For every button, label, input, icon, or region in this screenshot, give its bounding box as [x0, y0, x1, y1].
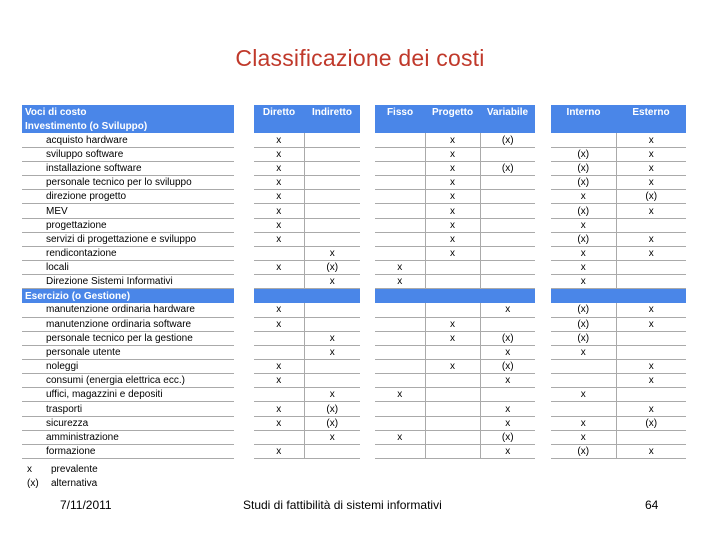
cost-flag-cell: x	[425, 204, 480, 218]
cost-flag-cell: x	[551, 246, 616, 260]
cost-flag-cell: x	[616, 176, 686, 190]
cost-flag-cell: x	[254, 416, 304, 430]
legend-symbol: x	[27, 464, 32, 475]
cost-flag-cell: x	[425, 190, 480, 204]
cost-flag-cell: x	[425, 218, 480, 232]
cost-flag-cell	[304, 303, 360, 317]
cost-flag-cell: x	[425, 176, 480, 190]
cost-flag-cell	[480, 176, 535, 190]
page-number: 64	[645, 498, 659, 512]
cost-flag-cell: x	[480, 444, 535, 458]
cost-flag-cell	[480, 218, 535, 232]
section-row	[22, 119, 686, 133]
table-row	[22, 444, 686, 458]
cost-item-label: personale utente	[22, 345, 234, 359]
cost-flag-cell	[480, 388, 535, 402]
cost-item-label: servizi di progettazione e sviluppo	[22, 232, 234, 246]
cost-flag-cell	[304, 162, 360, 176]
table-row	[22, 317, 686, 331]
table-row	[22, 331, 686, 345]
cost-flag-cell	[480, 232, 535, 246]
cost-flag-cell: (x)	[616, 416, 686, 430]
cost-flag-cell: x	[304, 275, 360, 289]
cost-flag-cell: (x)	[551, 444, 616, 458]
cost-flag-cell	[375, 374, 425, 388]
cost-flag-cell	[375, 345, 425, 359]
cost-flag-cell	[425, 275, 480, 289]
cost-flag-cell	[425, 261, 480, 275]
cost-flag-cell: x	[254, 317, 304, 331]
cost-flag-cell: x	[480, 374, 535, 388]
cost-flag-cell: (x)	[551, 147, 616, 161]
cost-flag-cell: (x)	[551, 162, 616, 176]
cost-flag-cell: x	[616, 374, 686, 388]
header-variabile: Variabile	[480, 105, 535, 119]
cost-flag-cell: x	[480, 345, 535, 359]
cost-flag-cell: x	[616, 317, 686, 331]
cost-flag-cell: x	[616, 246, 686, 260]
cost-item-label: trasporti	[22, 402, 234, 416]
cost-flag-cell	[304, 374, 360, 388]
cost-flag-cell	[425, 303, 480, 317]
cost-flag-cell	[304, 176, 360, 190]
cost-flag-cell: x	[480, 303, 535, 317]
cost-flag-cell: x	[616, 303, 686, 317]
cost-flag-cell	[375, 133, 425, 147]
cost-item-label: sicurezza	[22, 416, 234, 430]
cost-flag-cell: (x)	[551, 317, 616, 331]
cost-flag-cell	[480, 246, 535, 260]
cost-flag-cell	[375, 204, 425, 218]
cost-flag-cell: x	[551, 275, 616, 289]
cost-flag-cell	[254, 388, 304, 402]
cost-flag-cell: x	[304, 345, 360, 359]
cost-item-label: direzione progetto	[22, 190, 234, 204]
cost-flag-cell: x	[616, 360, 686, 374]
cost-flag-cell	[304, 218, 360, 232]
cost-item-label: acquisto hardware	[22, 133, 234, 147]
cost-flag-cell: x	[254, 133, 304, 147]
cost-flag-cell: x	[375, 275, 425, 289]
legend	[27, 463, 98, 491]
table-row	[22, 402, 686, 416]
cost-flag-cell	[254, 430, 304, 444]
cost-flag-cell	[375, 162, 425, 176]
cost-flag-cell: (x)	[551, 204, 616, 218]
header-esterno: Esterno	[616, 105, 686, 119]
cost-item-label: personale tecnico per lo sviluppo	[22, 176, 234, 190]
cost-item-label: noleggi	[22, 360, 234, 374]
cost-flag-cell: x	[375, 388, 425, 402]
cost-flag-cell: x	[425, 317, 480, 331]
legend-item	[27, 463, 98, 477]
cost-item-label: manutenzione ordinaria hardware	[22, 303, 234, 317]
legend-item	[27, 477, 98, 491]
cost-flag-cell: x	[254, 402, 304, 416]
cost-flag-cell	[480, 275, 535, 289]
cost-flag-cell: x	[425, 133, 480, 147]
cost-flag-cell: x	[254, 190, 304, 204]
cost-flag-cell	[254, 246, 304, 260]
table-row	[22, 162, 686, 176]
cost-flag-cell: x	[304, 246, 360, 260]
cost-flag-cell: x	[254, 303, 304, 317]
cost-flag-cell	[304, 360, 360, 374]
cost-flag-cell	[304, 317, 360, 331]
cost-flag-cell: x	[551, 190, 616, 204]
table-row	[22, 147, 686, 161]
cost-flag-cell	[375, 360, 425, 374]
table-row	[22, 360, 686, 374]
section-row	[22, 289, 686, 303]
cost-item-label: installazione software	[22, 162, 234, 176]
cost-flag-cell: x	[616, 133, 686, 147]
cost-flag-cell: (x)	[551, 303, 616, 317]
cost-item-label: rendicontazione	[22, 246, 234, 260]
cost-flag-cell: (x)	[551, 331, 616, 345]
section-title: Esercizio (o Gestione)	[22, 289, 234, 303]
cost-flag-cell	[425, 444, 480, 458]
cost-flag-cell	[375, 147, 425, 161]
cost-flag-cell	[375, 218, 425, 232]
cost-item-label: amministrazione	[22, 430, 234, 444]
cost-flag-cell	[375, 402, 425, 416]
legend-symbol: (x)	[27, 478, 39, 489]
cost-flag-cell	[304, 190, 360, 204]
header-progetto: Progetto	[425, 105, 480, 119]
cost-item-label: consumi (energia elettrica ecc.)	[22, 374, 234, 388]
cost-flag-cell: x	[425, 162, 480, 176]
section-title: Investimento (o Sviluppo)	[22, 119, 234, 133]
cost-flag-cell: x	[304, 331, 360, 345]
cost-flag-cell	[616, 331, 686, 345]
table-row	[22, 430, 686, 444]
cost-flag-cell	[304, 444, 360, 458]
cost-flag-cell	[480, 190, 535, 204]
cost-flag-cell: x	[551, 430, 616, 444]
cost-flag-cell	[616, 218, 686, 232]
cost-flag-cell: x	[254, 261, 304, 275]
cost-flag-cell: (x)	[551, 176, 616, 190]
cost-flag-cell: x	[254, 147, 304, 161]
cost-flag-cell	[375, 176, 425, 190]
cost-flag-cell: x	[425, 331, 480, 345]
table-row	[22, 218, 686, 232]
table-row	[22, 416, 686, 430]
cost-flag-cell: x	[551, 345, 616, 359]
header-diretto: Diretto	[254, 105, 304, 119]
cost-flag-cell: x	[425, 232, 480, 246]
cost-item-label: uffici, magazzini e depositi	[22, 388, 234, 402]
table-header-row	[22, 105, 686, 119]
table-row	[22, 204, 686, 218]
cost-item-label: MEV	[22, 204, 234, 218]
cost-flag-cell: x	[254, 444, 304, 458]
cost-flag-cell	[480, 261, 535, 275]
table-row	[22, 374, 686, 388]
cost-flag-cell	[480, 147, 535, 161]
cost-item-label: formazione	[22, 444, 234, 458]
cost-flag-cell	[425, 430, 480, 444]
table-row	[22, 275, 686, 289]
cost-flag-cell: (x)	[304, 416, 360, 430]
cost-flag-cell	[375, 303, 425, 317]
cost-flag-cell: x	[616, 204, 686, 218]
cost-flag-cell: x	[254, 374, 304, 388]
cost-item-label: progettazione	[22, 218, 234, 232]
table-row	[22, 190, 686, 204]
cost-flag-cell: x	[616, 147, 686, 161]
cost-flag-cell: x	[254, 218, 304, 232]
cost-flag-cell: (x)	[304, 402, 360, 416]
cost-flag-cell: (x)	[304, 261, 360, 275]
cost-flag-cell	[616, 430, 686, 444]
cost-flag-cell: (x)	[480, 331, 535, 345]
cost-flag-cell: x	[616, 232, 686, 246]
cost-flag-cell: x	[551, 261, 616, 275]
cost-flag-cell	[375, 331, 425, 345]
cost-flag-cell: x	[254, 232, 304, 246]
cost-flag-cell: x	[616, 444, 686, 458]
cost-flag-cell	[480, 204, 535, 218]
footer-title: Studi di fattibilità di sistemi informativi	[243, 498, 442, 512]
cost-flag-cell	[425, 374, 480, 388]
cost-flag-cell	[375, 246, 425, 260]
cost-flag-cell	[304, 133, 360, 147]
cost-flag-cell	[551, 402, 616, 416]
cost-flag-cell: (x)	[480, 430, 535, 444]
cost-flag-cell	[254, 331, 304, 345]
cost-flag-cell	[425, 388, 480, 402]
table-row	[22, 246, 686, 260]
cost-flag-cell: x	[425, 360, 480, 374]
cost-flag-cell	[425, 345, 480, 359]
cost-flag-cell	[304, 232, 360, 246]
cost-flag-cell	[425, 402, 480, 416]
slide-title: Classificazione dei costi	[235, 45, 485, 71]
cost-flag-cell	[616, 275, 686, 289]
cost-flag-cell	[616, 388, 686, 402]
cost-flag-cell: (x)	[480, 133, 535, 147]
cost-flag-cell: x	[425, 246, 480, 260]
cost-flag-cell: x	[480, 402, 535, 416]
cost-flag-cell: x	[254, 176, 304, 190]
cost-flag-cell: (x)	[616, 190, 686, 204]
cost-flag-cell	[375, 444, 425, 458]
cost-item-label: personale tecnico per la gestione	[22, 331, 234, 345]
cost-flag-cell: x	[551, 218, 616, 232]
cost-flag-cell	[375, 416, 425, 430]
cost-flag-cell	[304, 147, 360, 161]
cost-flag-cell	[551, 374, 616, 388]
cost-flag-cell: x	[375, 261, 425, 275]
cost-flag-cell	[425, 416, 480, 430]
table-row	[22, 176, 686, 190]
header-voci-di-costo: Voci di costo	[22, 105, 234, 119]
cost-flag-cell: x	[616, 162, 686, 176]
cost-item-label: sviluppo software	[22, 147, 234, 161]
header-indiretto: Indiretto	[304, 105, 360, 119]
table-row	[22, 261, 686, 275]
cost-flag-cell: x	[375, 430, 425, 444]
legend-meaning: prevalente	[51, 464, 98, 475]
cost-flag-cell	[551, 360, 616, 374]
cost-item-label: locali	[22, 261, 234, 275]
cost-flag-cell	[254, 275, 304, 289]
table-row	[22, 133, 686, 147]
cost-flag-cell: x	[304, 388, 360, 402]
cost-flag-cell	[254, 345, 304, 359]
cost-flag-cell	[480, 317, 535, 331]
cost-flag-cell: x	[551, 416, 616, 430]
cost-flag-cell	[616, 261, 686, 275]
cost-flag-cell: (x)	[480, 360, 535, 374]
cost-item-label: manutenzione ordinaria software	[22, 317, 234, 331]
cost-item-label: Direzione Sistemi Informativi	[22, 275, 234, 289]
cost-flag-cell	[616, 345, 686, 359]
cost-flag-cell: (x)	[480, 162, 535, 176]
table-row	[22, 345, 686, 359]
cost-flag-cell: x	[425, 147, 480, 161]
cost-flag-cell	[375, 232, 425, 246]
table-row	[22, 232, 686, 246]
cost-flag-cell: x	[254, 204, 304, 218]
legend-meaning: alternativa	[51, 478, 98, 489]
cost-flag-cell: x	[551, 388, 616, 402]
cost-flag-cell: x	[254, 162, 304, 176]
cost-flag-cell: x	[480, 416, 535, 430]
cost-flag-cell: (x)	[551, 232, 616, 246]
cost-flag-cell: x	[254, 360, 304, 374]
header-fisso: Fisso	[375, 105, 425, 119]
table-row	[22, 388, 686, 402]
cost-flag-cell	[551, 133, 616, 147]
cost-flag-cell: x	[616, 402, 686, 416]
cost-flag-cell: x	[304, 430, 360, 444]
cost-flag-cell	[375, 317, 425, 331]
table-row	[22, 303, 686, 317]
cost-classification-table	[22, 105, 686, 459]
cost-flag-cell	[304, 204, 360, 218]
footer-date: 7/11/2011	[60, 498, 112, 512]
header-interno: Interno	[551, 105, 616, 119]
cost-flag-cell	[375, 190, 425, 204]
